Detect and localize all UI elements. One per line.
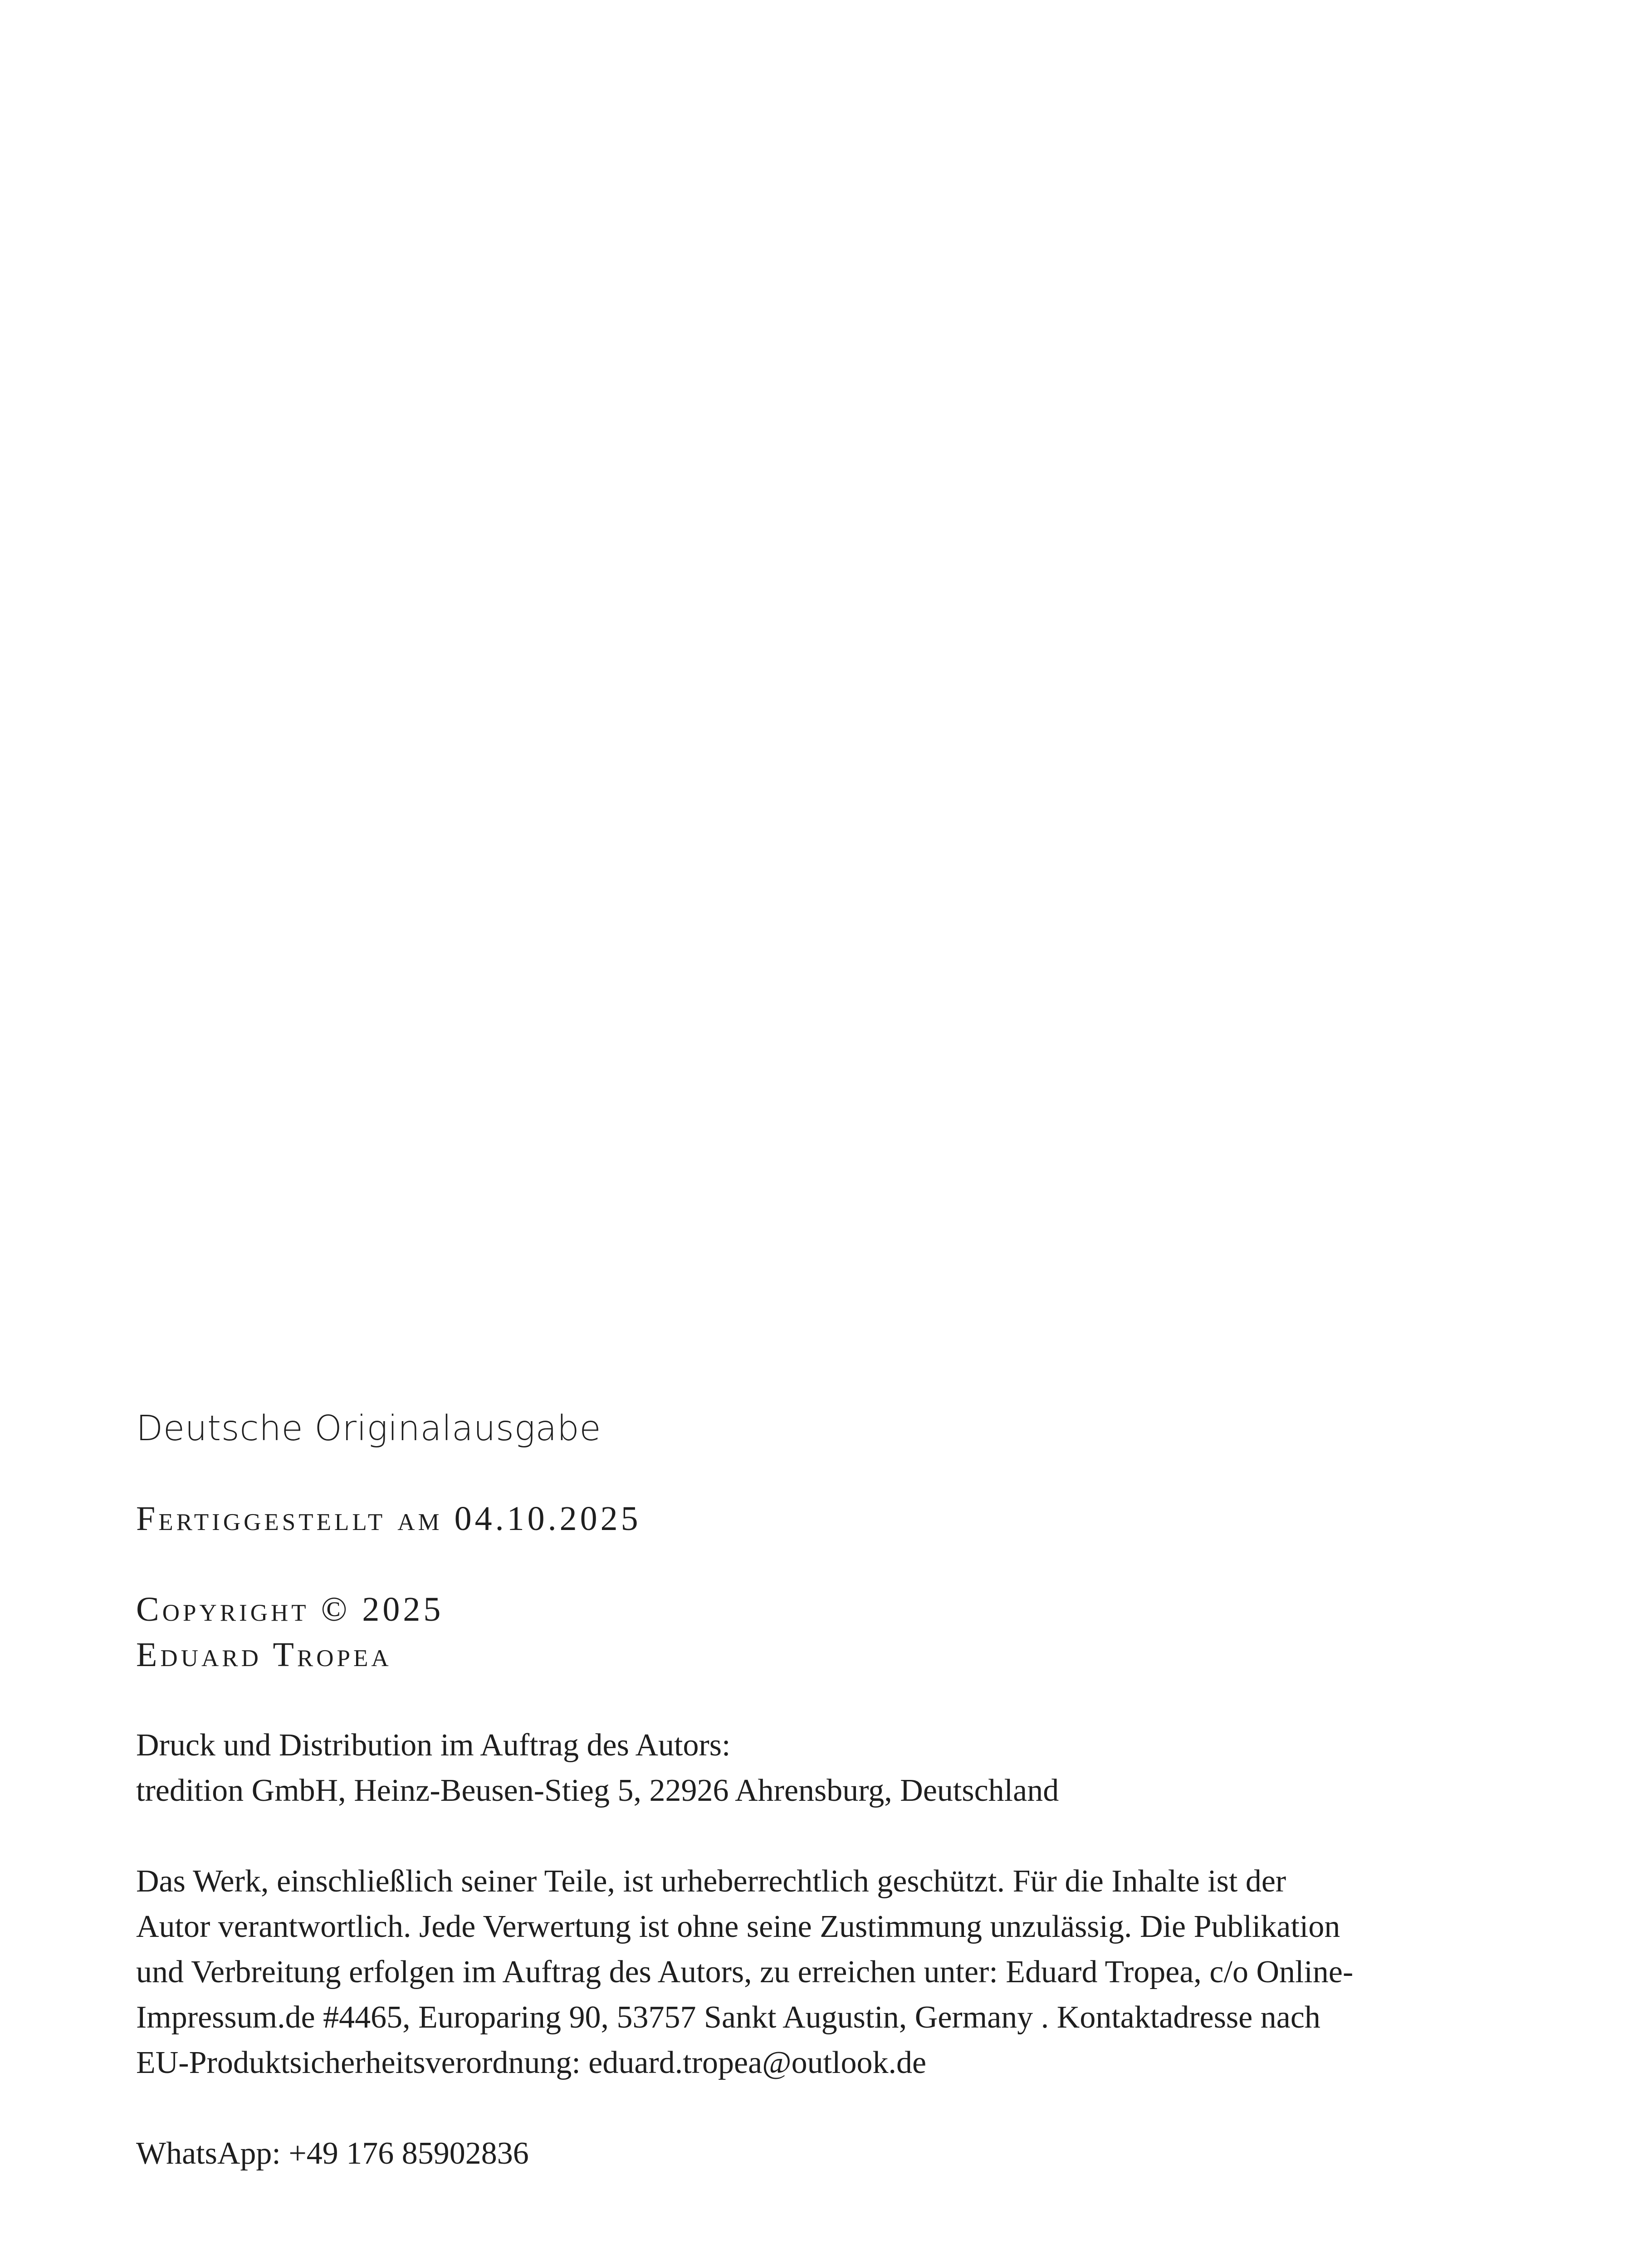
- imprint-block: [136, 1406, 1497, 2176]
- legal-notice: [136, 1859, 1497, 2086]
- completion-date: Fertiggestellt am 04.10.2025: [136, 1500, 641, 1538]
- copyright-notice: Copyright © 2025: [136, 1590, 444, 1628]
- edition-title: Deutsche Originalausgabe: [136, 1408, 601, 1449]
- legal-line: Impressum.de #4465, Europaring 90, 53757 Sankt Augustin, Germany . Kontaktadresse nach: [136, 2000, 1320, 2035]
- distribution-block: [136, 1723, 1497, 1813]
- copyright-block: [136, 1587, 1497, 1677]
- legal-line: EU-Produktsicherheitsverordnung: eduard.tropea@outlook.de: [136, 2045, 927, 2080]
- publisher-address: tredition GmbH, Heinz-Beusen-Stieg 5, 22926 Ahrensburg, Deutschland: [136, 1773, 1059, 1808]
- distribution-line: Druck und Distribution im Auftrag des Autors:: [136, 1728, 731, 1763]
- legal-line: Das Werk, einschließlich seiner Teile, ist urheberrechtlich geschützt. Für die Inhalte ist der: [136, 1864, 1286, 1899]
- legal-line: und Verbreitung erfolgen im Auftrag des Autors, zu erreichen unter: Eduard Tropea, c/o Online-: [136, 1955, 1354, 1989]
- whatsapp-contact: WhatsApp: +49 176 85902836: [136, 2136, 529, 2171]
- author-name: Eduard Tropea: [136, 1636, 392, 1674]
- legal-line: Autor verantwortlich. Jede Verwertung ist ohne seine Zustimmung unzulässig. Die Publikation: [136, 1909, 1340, 1944]
